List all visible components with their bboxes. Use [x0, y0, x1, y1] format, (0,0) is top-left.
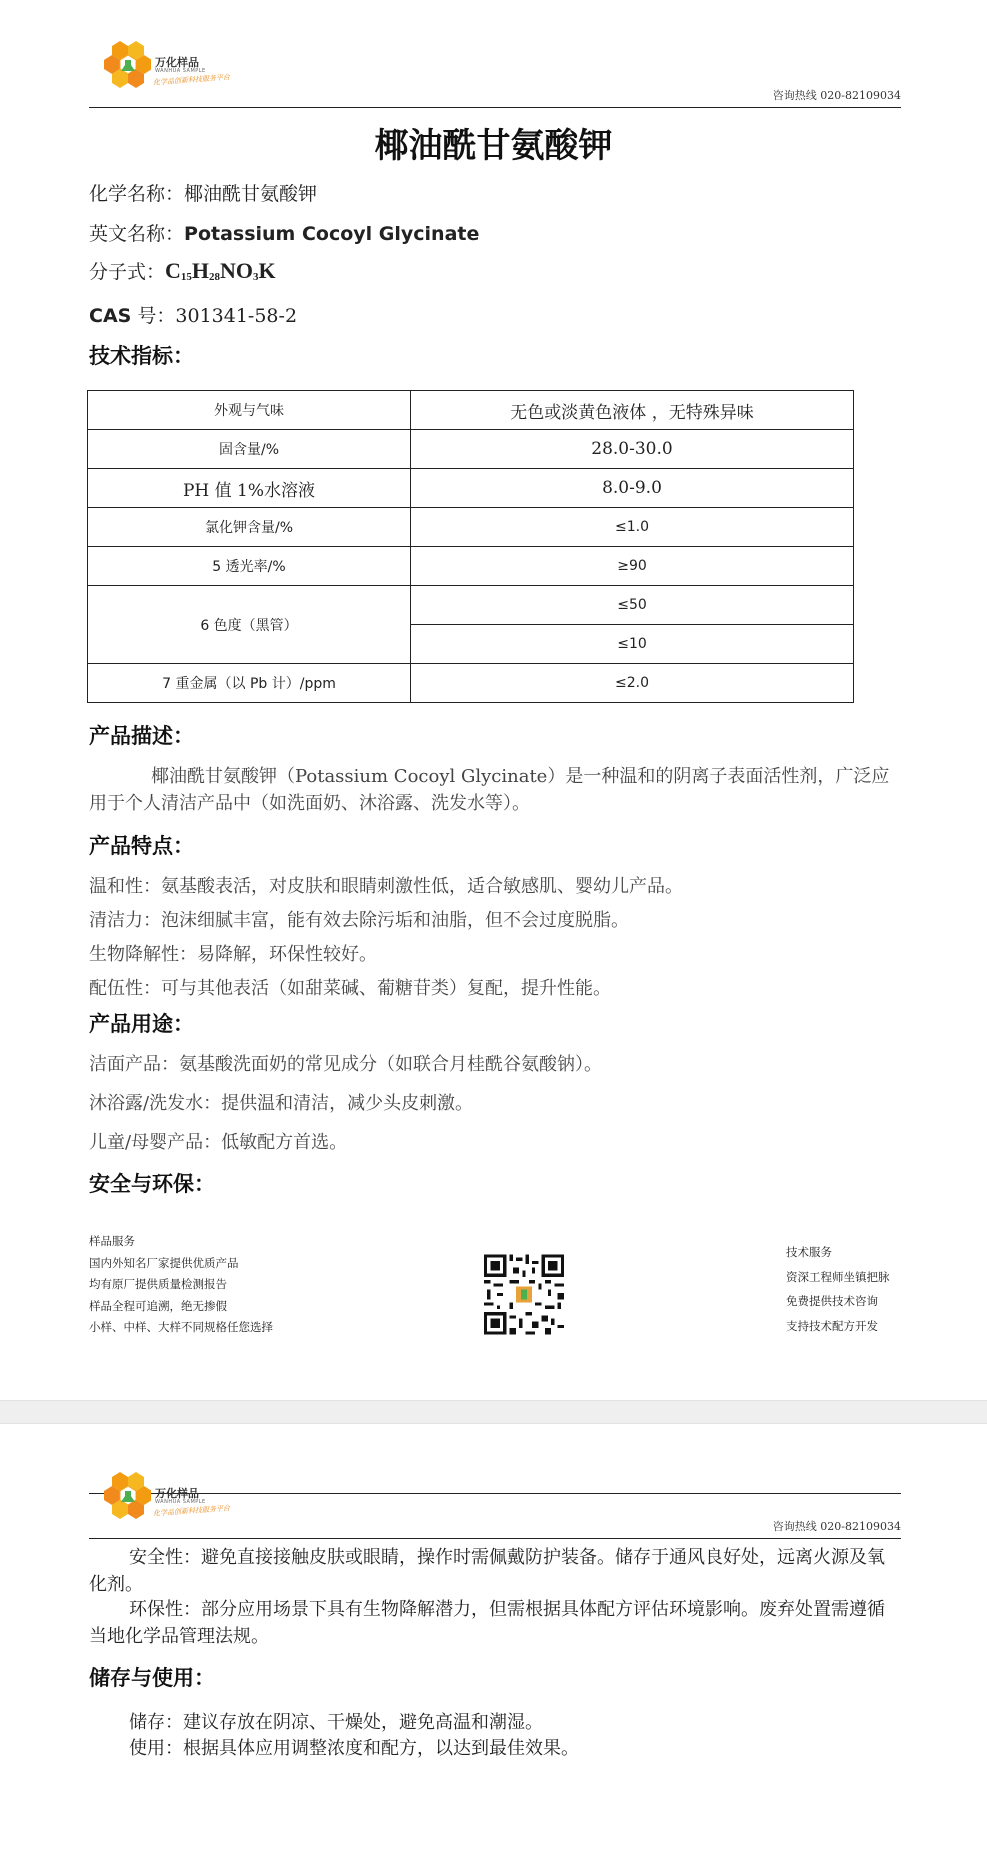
feature-item: 温和性：氨基酸表活，对皮肤和眼睛刺激性低，适合敏感肌、婴幼儿产品。 — [89, 876, 683, 897]
honeycomb-logo-icon — [95, 38, 151, 98]
storage-heading: 储存与使用： — [89, 1666, 215, 1690]
chem-name-label: 化学名称： — [89, 183, 185, 205]
spec-name-cell: 固含量/% — [88, 430, 411, 469]
en-name-label: 英文名称： — [89, 223, 185, 245]
footer-right-line: 免费提供技术咨询 — [786, 1294, 878, 1308]
chem-name-row — [89, 179, 317, 206]
spec-value-cell: ≤10 — [411, 625, 854, 664]
table-row — [88, 508, 854, 547]
brand-name: 万化样品 — [155, 1487, 199, 1500]
footer-right-line: 资深工程师坐镇把脉 — [786, 1269, 890, 1284]
hotline: 咨询热线 020-82109034 — [772, 1520, 901, 1533]
safety-heading: 安全与环保： — [89, 1172, 215, 1196]
spec-value-cell: 28.0-30.0 — [411, 430, 854, 469]
brand-name: 万化样品 — [155, 56, 199, 69]
footer-left-line: 均有原厂提供质量检测报告 — [89, 1277, 227, 1291]
storage-text: 储存：建议存放在阴凉、干燥处，避免高温和潮湿。 — [129, 1712, 543, 1733]
brand-slogan: 化学品创新科技服务平台 — [152, 1504, 231, 1518]
spec-name-cell: 氯化钾含量/% — [88, 508, 411, 547]
honeycomb-logo-icon — [95, 1469, 151, 1529]
feature-item: 生物降解性：易降解，环保性较好。 — [89, 944, 377, 965]
brand-logo — [95, 38, 235, 98]
use-item: 沐浴露/洗发水：提供温和清洁，减少头皮刺激。 — [89, 1093, 474, 1114]
feature-item: 清洁力：泡沫细腻丰富，能有效去除污垢和油脂，但不会过度脱脂。 — [89, 910, 629, 931]
usage-text: 使用：根据具体应用调整浓度和配方，以达到最佳效果。 — [129, 1738, 579, 1759]
spec-value-cell: 8.0-9.0 — [411, 469, 854, 508]
footer-right-line: 支持技术配方开发 — [786, 1318, 878, 1333]
footer-left-line: 样品服务 — [89, 1234, 135, 1248]
uses-heading: 产品用途： — [89, 1012, 194, 1036]
use-item: 洁面产品：氨基酸洗面奶的常见成分（如联合月桂酰谷氨酸钠）。 — [89, 1054, 602, 1075]
tech-service-block — [786, 1240, 890, 1338]
hotline: 咨询热线 020-82109034 — [772, 89, 901, 102]
spec-value-cell: ≤2.0 — [411, 664, 854, 703]
footer-left-line: 样品全程可追溯，绝无掺假 — [89, 1298, 227, 1313]
spec-name-cell: 6 色度（黑管） — [88, 586, 411, 664]
table-row — [88, 664, 854, 703]
footer-left-line: 国内外知名厂家提供优质产品 — [89, 1255, 239, 1270]
features-heading: 产品特点： — [89, 834, 194, 858]
page-separator — [0, 1400, 987, 1424]
brand-slogan: 化学品创新科技服务平台 — [152, 73, 231, 87]
en-name-row — [89, 219, 479, 246]
spec-name-cell: PH 值 1%水溶液 — [88, 469, 411, 508]
cas-label-en: CAS — [89, 305, 132, 327]
spec-value-cell: ≤50 — [411, 586, 854, 625]
feature-item: 配伍性：可与其他表活（如甜菜碱、葡糖苷类）复配，提升性能。 — [89, 978, 611, 999]
brand-logo — [95, 1469, 235, 1529]
cas-row — [89, 301, 297, 328]
safety-text: 安全性：避免直接接触皮肤或眼睛，操作时需佩戴防护装备。储存于通风良好处，远离火源及氧化剂。 — [89, 1547, 885, 1595]
table-row — [88, 547, 854, 586]
use-item: 儿童/母婴产品：低敏配方首选。 — [89, 1132, 348, 1153]
page-header — [89, 38, 901, 108]
molecular-formula: $C_{15}H_{28}NO_3K$ — [165, 258, 276, 283]
spec-value-cell: ≥90 — [411, 547, 854, 586]
description-heading: 产品描述： — [89, 724, 194, 748]
qr-code-icon — [484, 1254, 564, 1335]
environment-text: 环保性：部分应用场景下具有生物降解潜力，但需根据具体配方评估环境影响。废弃处置需遵循当地化学品管理法规。 — [89, 1599, 885, 1647]
page-title: 椰油酰甘氨酸钾 — [374, 126, 613, 166]
formula-row — [89, 257, 276, 284]
description-text: 椰油酰甘氨酸钾（Potassium Cocoyl Glycinate）是一种温和的阴离子表面活性剂，广泛应用于个人清洁产品中（如洗面奶、沐浴露、洗发水等）。 — [89, 766, 890, 814]
spec-name-cell: 7 重金属（以 Pb 计）/ppm — [88, 664, 411, 703]
document-page-2 — [0, 1424, 987, 1867]
cas-value: 301341-58-2 — [175, 305, 298, 327]
spec-table — [87, 390, 854, 703]
cas-label-cn: 号： — [131, 305, 176, 327]
brand-sub: WANHUA SAMPLE — [155, 1499, 206, 1505]
spec-value-cell: 无色或淡黄色液体 ，无特殊异味 — [411, 391, 854, 430]
spec-name-cell: 5 透光率/% — [88, 547, 411, 586]
spec-heading: 技术指标： — [89, 344, 194, 368]
table-row — [88, 586, 854, 625]
en-name-value: Potassium Cocoyl Glycinate — [184, 223, 480, 245]
spec-name-cell: 外观与气味 — [88, 391, 411, 430]
chem-name-value: 椰油酰甘氨酸钾 — [184, 183, 318, 205]
table-row — [88, 430, 854, 469]
table-row — [88, 469, 854, 508]
footer-right-line: 技术服务 — [786, 1245, 832, 1259]
table-row — [88, 391, 854, 430]
page-header — [89, 1469, 901, 1539]
footer-left-line: 小样、中样、大样不同规格任您选择 — [89, 1320, 273, 1334]
formula-label: 分子式： — [89, 261, 166, 283]
sample-service-block — [89, 1231, 273, 1339]
brand-sub: WANHUA SAMPLE — [155, 68, 206, 74]
spec-value-cell: ≤1.0 — [411, 508, 854, 547]
